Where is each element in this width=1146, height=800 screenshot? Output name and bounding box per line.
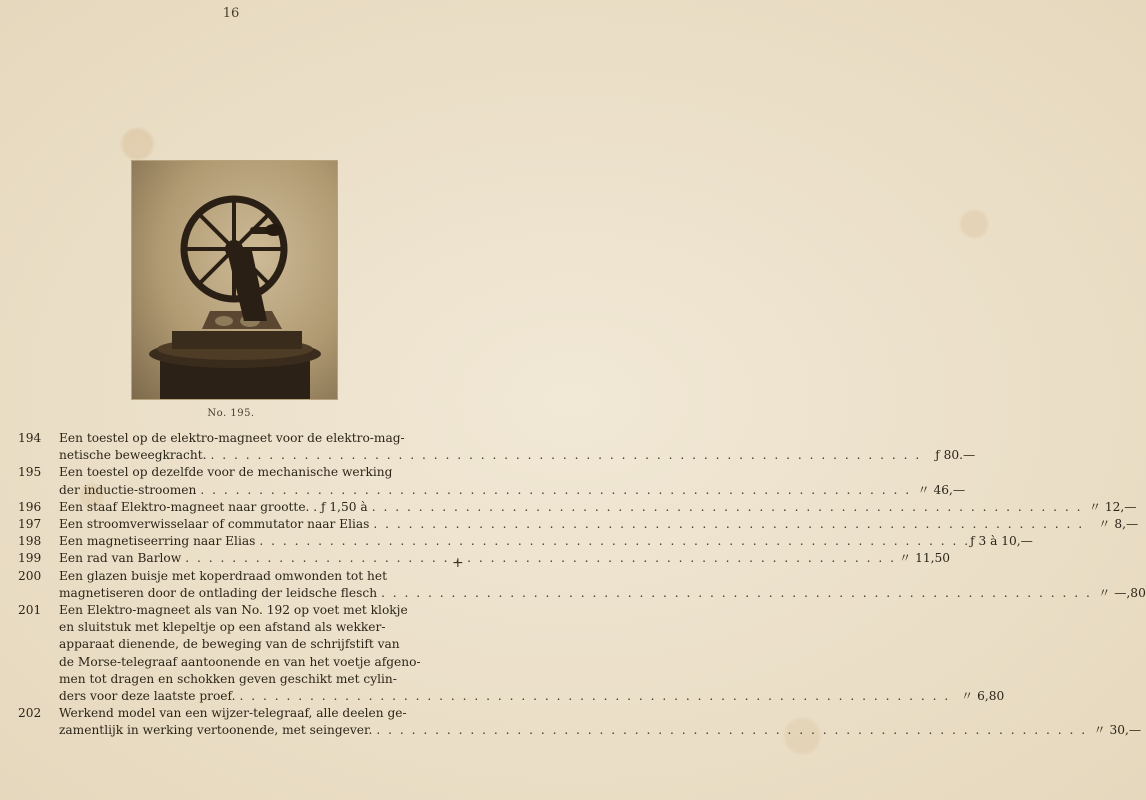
entry-text-line: Een magnetiseerring naar Elias bbox=[59, 534, 256, 549]
entry-price: ƒ 80.— bbox=[935, 448, 976, 463]
entry-text-line: netische beweegkracht. bbox=[59, 448, 207, 463]
entry-number: 197 bbox=[18, 517, 42, 532]
catalog-entry bbox=[18, 550, 950, 567]
entry-text-line: Werkend model van een wijzer-telegraaf, alle deelen ge- bbox=[59, 706, 407, 721]
entry-text-line: apparaat dienende, de beweging van de schrijfstift van bbox=[59, 637, 400, 652]
dot-leader bbox=[206, 447, 921, 464]
entry-text-line: zamentlijk in werking vertoonende, met seingever. bbox=[59, 723, 373, 738]
entry-text-line: Een toestel op dezelfde voor de mechanische werking bbox=[59, 465, 393, 480]
entry-text-line: Een staaf Elektro-magneet naar grootte. . ƒ 1,50 à bbox=[59, 499, 368, 514]
entry-number: 202 bbox=[18, 706, 42, 721]
catalog-entry bbox=[18, 464, 966, 498]
figure-caption: No. 195. bbox=[207, 408, 255, 419]
dot-leader bbox=[372, 722, 1087, 739]
dot-leader bbox=[368, 499, 1083, 516]
entry-text-line: men tot dragen en schokken geven geschikt met cylin- bbox=[59, 671, 397, 686]
page-number: 16 bbox=[222, 6, 240, 21]
entry-number: 200 bbox=[18, 568, 42, 583]
entry-number: 198 bbox=[18, 534, 42, 549]
entry-text-line: Een stroomverwisselaar of commutator naar Elias bbox=[59, 517, 370, 532]
dot-leader bbox=[255, 533, 970, 550]
entry-number: 196 bbox=[18, 499, 42, 514]
catalog-entry bbox=[18, 516, 1139, 533]
entry-price: 〃 11,50 bbox=[899, 551, 950, 566]
margin-mark: + bbox=[452, 555, 464, 571]
entry-text-line: de Morse-telegraaf aantoonende en van het voetje afgeno- bbox=[59, 654, 421, 669]
entry-number: 199 bbox=[18, 551, 42, 566]
entry-price: 〃 46,— bbox=[917, 482, 966, 497]
entry-number: 201 bbox=[18, 603, 42, 618]
entry-text-line: Een glazen buisje met koperdraad omwonden tot het bbox=[59, 568, 387, 583]
entry-text-line: ders voor deze laatste proef. bbox=[59, 689, 236, 704]
catalog-entry bbox=[18, 602, 1005, 705]
catalog-entry bbox=[18, 499, 1137, 516]
entry-text-line: Een toestel op de elektro-magneet voor de elektro-mag- bbox=[59, 431, 405, 445]
entry-number: 194 bbox=[18, 431, 42, 445]
entry-number: 195 bbox=[18, 465, 42, 480]
entry-price: 〃 12,— bbox=[1088, 499, 1137, 514]
entry-text-line: Een Elektro-magneet als van No. 192 op voet met klokje bbox=[59, 603, 408, 618]
entry-text-line: Een rad van Barlow bbox=[59, 551, 182, 566]
catalog-entry bbox=[18, 705, 1142, 739]
entry-price: 〃 6,80 bbox=[961, 689, 1005, 704]
catalog-entry bbox=[18, 430, 976, 464]
catalog-entry bbox=[18, 568, 1146, 602]
entry-price: ƒ 3 à 10,— bbox=[970, 534, 1033, 549]
entry-price: 〃 30,— bbox=[1093, 723, 1142, 738]
entry-text-line: magnetiseren door de ontlading der leidsche flesch bbox=[59, 585, 378, 600]
barlow-wheel-illustration bbox=[132, 161, 337, 399]
dot-leader bbox=[369, 516, 1084, 533]
dot-leader bbox=[196, 482, 911, 499]
entry-text-line: en sluitstuk met klepeltje op een afstand als wekker- bbox=[59, 620, 386, 635]
entry-price: 〃 8,— bbox=[1098, 517, 1139, 532]
dot-leader bbox=[377, 585, 1092, 602]
catalog-list bbox=[18, 430, 1146, 740]
dot-leader bbox=[235, 688, 950, 705]
catalog-entry bbox=[18, 533, 1033, 550]
entry-price: 〃 —,80 bbox=[1098, 585, 1146, 600]
figure-photo bbox=[131, 160, 338, 400]
dot-leader bbox=[181, 550, 896, 567]
entry-text-line: der inductie-stroomen bbox=[59, 482, 197, 497]
